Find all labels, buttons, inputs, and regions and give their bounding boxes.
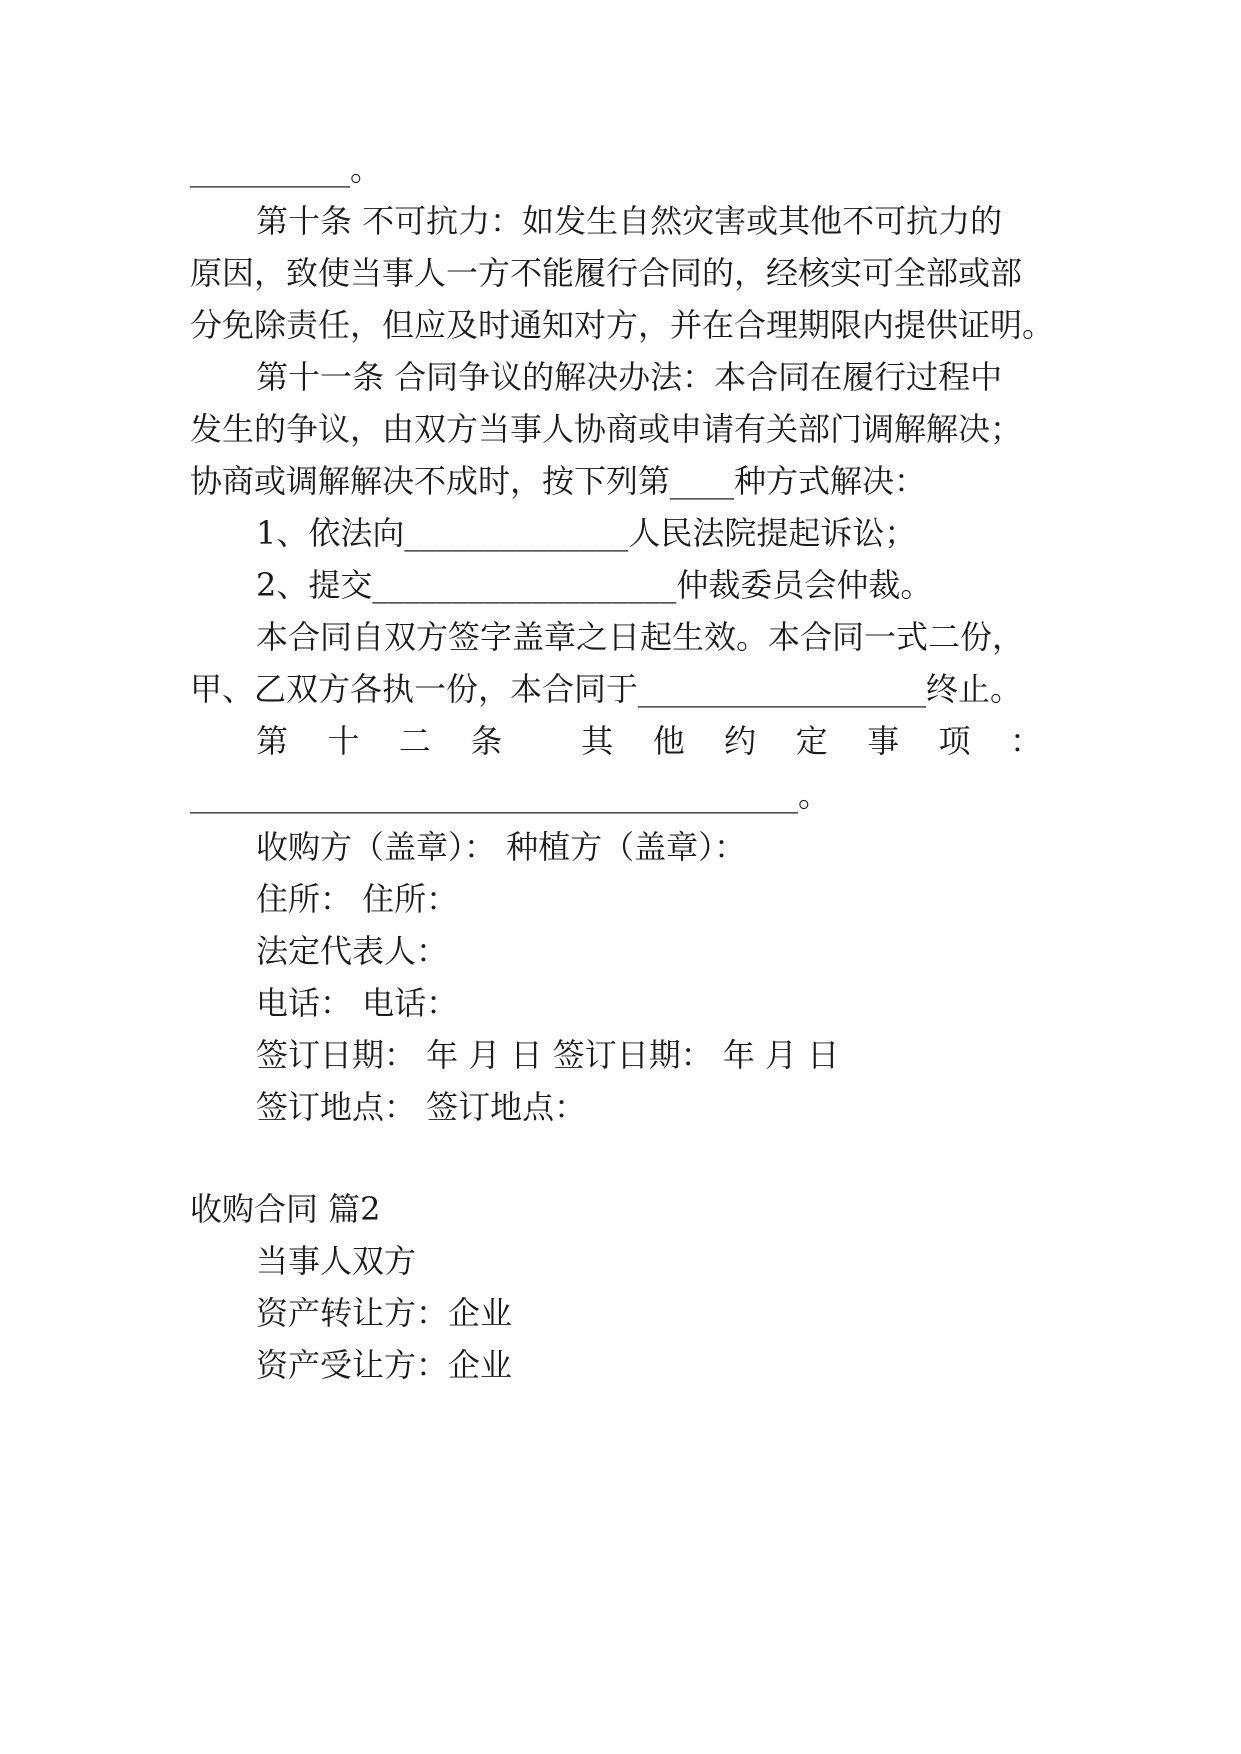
signature-seal-line: 收购方（盖章）： 种植方（盖章）： xyxy=(256,828,747,866)
article-11-text: 第十一条 合同争议的解决办法：本合同在履行过程中 xyxy=(256,358,1003,396)
article-12-blank: ______________________________________。 xyxy=(190,776,831,814)
article-12-char: 二 xyxy=(398,722,431,760)
option-1: 1、依法向______________人民法院提起诉讼； xyxy=(256,514,917,552)
article-12-char: 第 xyxy=(256,722,289,760)
section-2-parties: 当事人双方 xyxy=(256,1242,417,1280)
article-12-char: 条 xyxy=(470,722,503,760)
section-2-transferor: 资产转让方：企业 xyxy=(256,1294,513,1332)
article-12-char: 项 xyxy=(938,722,971,760)
article-10-text: 分免除责任，但应及时通知对方，并在合理期限内提供证明。 xyxy=(190,306,1055,344)
section-2-transferee: 资产受让方：企业 xyxy=(256,1346,513,1384)
article-12-char: 其 xyxy=(581,722,614,760)
signature-address-line: 住所： 住所： xyxy=(256,880,459,918)
option-2: 2、提交___________________仲裁委员会仲裁。 xyxy=(256,566,933,604)
article-12-char: 定 xyxy=(795,722,828,760)
effectiveness-text: 甲、乙双方各执一份，本合同于__________________终止。 xyxy=(190,670,1023,708)
signature-place-line: 签订地点： 签订地点： xyxy=(256,1088,587,1126)
article-10-text: 第十条 不可抗力：如发生自然灾害或其他不可抗力的 xyxy=(256,202,1003,240)
article-12-char: 事 xyxy=(867,722,900,760)
signature-date-line: 签订日期： 年 月 日 签订日期： 年 月 日 xyxy=(256,1036,840,1074)
signature-representative-line: 法定代表人： xyxy=(256,932,449,970)
blank-line: __________。 xyxy=(190,150,383,188)
signature-phone-line: 电话： 电话： xyxy=(256,984,459,1022)
article-12-char: ： xyxy=(1009,722,1042,760)
article-12-char: 十 xyxy=(327,722,360,760)
article-12-char: 他 xyxy=(652,722,685,760)
article-11-text: 发生的争议，由双方当事人协商或申请有关部门调解解决； xyxy=(190,410,1023,448)
section-2-title: 收购合同 篇2 xyxy=(190,1190,381,1228)
article-12-heading xyxy=(256,712,1042,770)
article-11-text: 协商或调解解决不成时，按下列第____种方式解决： xyxy=(190,462,927,500)
article-10-text: 原因，致使当事人一方不能履行合同的，经核实可全部或部 xyxy=(190,254,1023,292)
effectiveness-text: 本合同自双方签字盖章之日起生效。本合同一式二份， xyxy=(256,618,1025,656)
article-12-char: 约 xyxy=(724,722,757,760)
